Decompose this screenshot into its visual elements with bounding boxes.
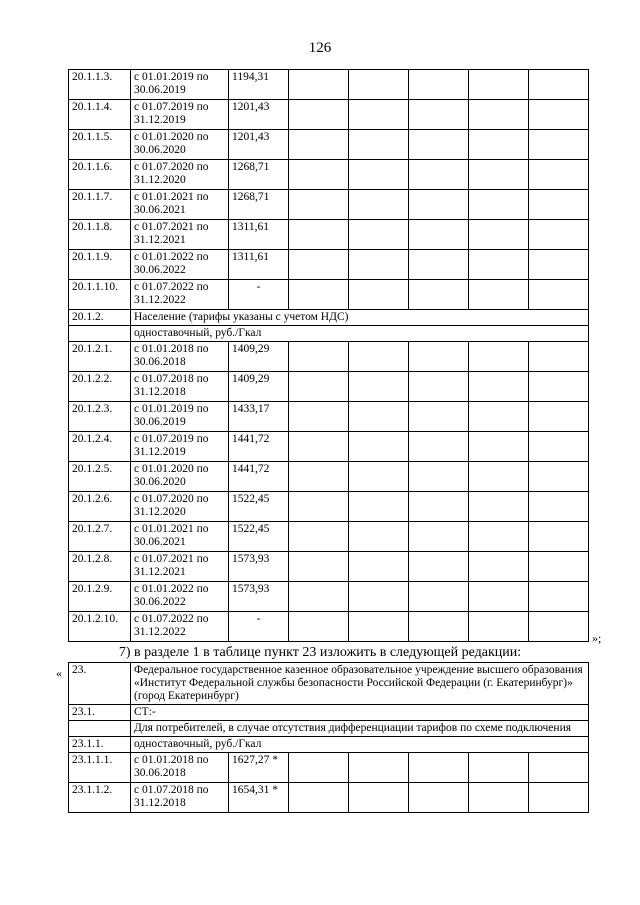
period-start: с 01.07.2019 по xyxy=(134,433,209,445)
page-number: 126 xyxy=(308,40,332,56)
tariff-value: 1441,72 xyxy=(229,432,289,462)
tariff-table-20-body xyxy=(69,70,589,642)
empty-cell xyxy=(529,552,589,582)
subsection-title: Для потребителей, в случае отсутствия дифференциации тарифов по схеме подключения xyxy=(131,721,589,737)
row-number: 20.1.1.10. xyxy=(69,280,131,310)
row-number: 20.1.1.4. xyxy=(69,100,131,130)
empty-cell xyxy=(469,280,529,310)
period-cell xyxy=(131,783,229,813)
table-row xyxy=(69,753,589,783)
tariff-value: 1409,29 xyxy=(229,372,289,402)
empty-cell xyxy=(289,462,349,492)
empty-cell xyxy=(469,250,529,280)
empty-cell xyxy=(529,130,589,160)
period-end: 30.06.2020 xyxy=(134,476,186,488)
section-row xyxy=(69,310,589,326)
table-row xyxy=(69,783,589,813)
table-row xyxy=(69,100,589,130)
period-end: 31.12.2020 xyxy=(134,506,186,518)
empty-cell xyxy=(69,721,131,737)
tariff-value: 1268,71 xyxy=(229,190,289,220)
period-cell xyxy=(131,342,229,372)
tariff-value: 1522,45 xyxy=(229,522,289,552)
empty-cell xyxy=(529,492,589,522)
table-row xyxy=(69,70,589,100)
period-start: с 01.01.2019 по xyxy=(134,71,209,83)
empty-cell xyxy=(289,492,349,522)
period-end: 30.06.2018 xyxy=(134,767,186,779)
empty-cell xyxy=(409,402,469,432)
empty-cell xyxy=(409,342,469,372)
empty-cell xyxy=(349,190,409,220)
empty-cell xyxy=(349,582,409,612)
period-start: с 01.01.2019 по xyxy=(134,403,209,415)
empty-cell xyxy=(409,783,469,813)
empty-cell xyxy=(469,220,529,250)
empty-cell xyxy=(349,372,409,402)
period-end: 30.06.2022 xyxy=(134,264,186,276)
empty-cell xyxy=(349,130,409,160)
empty-cell xyxy=(349,612,409,642)
period-end: 31.12.2019 xyxy=(134,114,186,126)
empty-cell xyxy=(529,100,589,130)
period-cell xyxy=(131,280,229,310)
tariff-value: 1409,29 xyxy=(229,342,289,372)
amendment-paragraph: 7) в разделе 1 в таблице пункт 23 изложить в следующей редакции: xyxy=(118,645,522,660)
tariff-value: - xyxy=(229,280,289,310)
table-row xyxy=(69,612,589,642)
row-number: 20.1.1.6. xyxy=(69,160,131,190)
row-number: 20.1.1.5. xyxy=(69,130,131,160)
period-end: 31.12.2022 xyxy=(134,626,186,638)
empty-cell xyxy=(349,220,409,250)
empty-cell xyxy=(409,582,469,612)
empty-cell xyxy=(349,552,409,582)
empty-cell xyxy=(409,100,469,130)
period-start: с 01.07.2018 по xyxy=(134,373,209,385)
table-row xyxy=(69,492,589,522)
empty-cell xyxy=(289,522,349,552)
tariff-value: 1573,93 xyxy=(229,552,289,582)
period-start: с 01.07.2022 по xyxy=(134,613,209,625)
tariff-value: 1311,61 xyxy=(229,250,289,280)
empty-cell xyxy=(409,220,469,250)
period-cell xyxy=(131,70,229,100)
empty-cell xyxy=(349,250,409,280)
empty-cell xyxy=(349,280,409,310)
row-number: 20.1.2.9. xyxy=(69,582,131,612)
period-end: 31.12.2020 xyxy=(134,174,186,186)
empty-cell xyxy=(409,70,469,100)
table-row xyxy=(69,342,589,372)
period-cell xyxy=(131,753,229,783)
empty-cell xyxy=(529,522,589,552)
empty-cell xyxy=(409,280,469,310)
empty-cell xyxy=(409,552,469,582)
empty-cell xyxy=(349,522,409,552)
period-cell xyxy=(131,462,229,492)
period-cell xyxy=(131,160,229,190)
period-cell xyxy=(131,492,229,522)
empty-cell xyxy=(289,612,349,642)
section-title: СТ:- xyxy=(131,705,589,721)
empty-cell xyxy=(409,130,469,160)
empty-cell xyxy=(409,160,469,190)
table-row xyxy=(69,160,589,190)
row-number: 20.1.2.1. xyxy=(69,342,131,372)
empty-cell xyxy=(349,492,409,522)
period-start: с 01.01.2021 по xyxy=(134,523,209,535)
period-cell xyxy=(131,100,229,130)
empty-cell xyxy=(289,130,349,160)
empty-cell xyxy=(469,402,529,432)
period-end: 31.12.2022 xyxy=(134,294,186,306)
empty-cell xyxy=(289,280,349,310)
period-cell xyxy=(131,250,229,280)
empty-cell xyxy=(469,432,529,462)
period-end: 30.06.2021 xyxy=(134,204,186,216)
period-end: 31.12.2018 xyxy=(134,386,186,398)
section-title: одноставочный, руб./Гкал xyxy=(131,737,589,753)
tariff-value: 1522,45 xyxy=(229,492,289,522)
period-start: с 01.07.2022 по xyxy=(134,281,209,293)
empty-cell xyxy=(469,100,529,130)
row-number: 20.1.2.10. xyxy=(69,612,131,642)
empty-cell xyxy=(529,402,589,432)
empty-cell xyxy=(409,492,469,522)
row-number: 20.1.2.5. xyxy=(69,462,131,492)
period-cell xyxy=(131,220,229,250)
tariff-value: 1433,17 xyxy=(229,402,289,432)
empty-cell xyxy=(529,190,589,220)
empty-cell xyxy=(289,190,349,220)
tariff-value: 1201,43 xyxy=(229,100,289,130)
tariff-value: 1441,72 xyxy=(229,462,289,492)
tariff-table-23-body xyxy=(69,663,589,813)
period-end: 30.06.2019 xyxy=(134,84,186,96)
empty-cell xyxy=(469,783,529,813)
empty-cell xyxy=(529,462,589,492)
empty-cell xyxy=(469,522,529,552)
period-start: с 01.01.2022 по xyxy=(134,583,209,595)
empty-cell xyxy=(409,462,469,492)
period-end: 30.06.2018 xyxy=(134,356,186,368)
period-end: 30.06.2020 xyxy=(134,144,186,156)
period-start: с 01.01.2022 по xyxy=(134,251,209,263)
row-number: 20.1.1.7. xyxy=(69,190,131,220)
table-row xyxy=(69,432,589,462)
period-cell xyxy=(131,552,229,582)
period-start: с 01.01.2021 по xyxy=(134,191,209,203)
tariff-value: 1654,31 * xyxy=(229,783,289,813)
row-number: 23.1. xyxy=(69,705,131,721)
table-row xyxy=(69,402,589,432)
period-end: 31.12.2018 xyxy=(134,797,186,809)
table-row xyxy=(69,190,589,220)
empty-cell xyxy=(289,220,349,250)
empty-cell xyxy=(409,250,469,280)
empty-cell xyxy=(529,582,589,612)
section-row xyxy=(69,705,589,721)
period-start: с 01.07.2021 по xyxy=(134,553,209,565)
empty-cell xyxy=(469,130,529,160)
period-start: с 01.07.2019 по xyxy=(134,101,209,113)
period-end: 30.06.2019 xyxy=(134,416,186,428)
empty-cell xyxy=(529,70,589,100)
tariff-value: 1201,43 xyxy=(229,130,289,160)
empty-cell xyxy=(349,462,409,492)
empty-cell xyxy=(469,462,529,492)
empty-cell xyxy=(409,190,469,220)
empty-cell xyxy=(349,783,409,813)
row-number: 20.1.2.8. xyxy=(69,552,131,582)
empty-cell xyxy=(529,280,589,310)
row-number: 20.1.1.8. xyxy=(69,220,131,250)
period-end: 31.12.2021 xyxy=(134,566,186,578)
period-start: с 01.07.2018 по xyxy=(134,784,209,796)
tariff-value: 1573,93 xyxy=(229,582,289,612)
period-cell xyxy=(131,372,229,402)
empty-cell xyxy=(469,753,529,783)
table-row xyxy=(69,220,589,250)
empty-cell xyxy=(469,612,529,642)
period-cell xyxy=(131,522,229,552)
subsection-row xyxy=(69,721,589,737)
section-title: Федеральное государственное казенное образовательное учреждение высшего образования «Институт Федеральной службы безопасности Российской Федерации (г. Екатеринбург)» (город Екатеринбург) xyxy=(131,663,589,705)
empty-cell xyxy=(349,70,409,100)
empty-cell xyxy=(289,432,349,462)
section-row xyxy=(69,737,589,753)
empty-cell xyxy=(409,372,469,402)
empty-cell xyxy=(529,220,589,250)
empty-cell xyxy=(469,372,529,402)
empty-cell xyxy=(289,402,349,432)
empty-cell xyxy=(289,160,349,190)
tariff-value: 1194,31 xyxy=(229,70,289,100)
period-end: 30.06.2022 xyxy=(134,596,186,608)
empty-cell xyxy=(469,342,529,372)
row-number: 20.1.1.9. xyxy=(69,250,131,280)
empty-cell xyxy=(469,492,529,522)
row-number: 20.1.2.4. xyxy=(69,432,131,462)
empty-cell xyxy=(289,100,349,130)
period-start: с 01.07.2020 по xyxy=(134,493,209,505)
row-number: 20.1.2.7. xyxy=(69,522,131,552)
table-row xyxy=(69,280,589,310)
empty-cell xyxy=(289,753,349,783)
period-cell xyxy=(131,130,229,160)
opening-quote: « xyxy=(56,666,62,680)
empty-cell xyxy=(469,70,529,100)
empty-cell xyxy=(349,753,409,783)
empty-cell xyxy=(349,402,409,432)
period-start: с 01.01.2018 по xyxy=(134,754,209,766)
row-number: 23.1.1. xyxy=(69,737,131,753)
empty-cell xyxy=(469,552,529,582)
section-title: Население (тарифы указаны с учетом НДС) xyxy=(131,310,589,326)
empty-cell xyxy=(529,432,589,462)
subsection-row xyxy=(69,326,589,342)
empty-cell xyxy=(529,753,589,783)
empty-cell xyxy=(289,372,349,402)
period-end: 31.12.2019 xyxy=(134,446,186,458)
period-cell xyxy=(131,190,229,220)
row-number: 20.1.1.3. xyxy=(69,70,131,100)
empty-cell xyxy=(289,250,349,280)
period-cell xyxy=(131,612,229,642)
table-row xyxy=(69,462,589,492)
table-row xyxy=(69,130,589,160)
empty-cell xyxy=(529,342,589,372)
empty-cell xyxy=(349,160,409,190)
row-number: 23. xyxy=(69,663,131,705)
row-number: 23.1.1.1. xyxy=(69,753,131,783)
period-cell xyxy=(131,402,229,432)
period-start: с 01.01.2020 по xyxy=(134,463,209,475)
table-row xyxy=(69,552,589,582)
empty-cell xyxy=(409,432,469,462)
period-cell xyxy=(131,432,229,462)
row-number: 20.1.2.3. xyxy=(69,402,131,432)
empty-cell xyxy=(409,522,469,552)
tariff-table-23 xyxy=(68,662,589,813)
empty-cell xyxy=(289,342,349,372)
empty-cell xyxy=(469,582,529,612)
table-row xyxy=(69,250,589,280)
empty-cell xyxy=(289,552,349,582)
table-row xyxy=(69,372,589,402)
row-number: 20.1.2.2. xyxy=(69,372,131,402)
tariff-value: 1268,71 xyxy=(229,160,289,190)
empty-cell xyxy=(529,160,589,190)
row-number: 23.1.1.2. xyxy=(69,783,131,813)
row-number: 20.1.2.6. xyxy=(69,492,131,522)
period-start: с 01.01.2020 по xyxy=(134,131,209,143)
empty-cell xyxy=(409,612,469,642)
tariff-table-20 xyxy=(68,69,589,642)
table-row xyxy=(69,582,589,612)
empty-cell xyxy=(289,783,349,813)
empty-cell xyxy=(529,783,589,813)
closing-quote: »; xyxy=(592,631,602,645)
empty-cell xyxy=(349,432,409,462)
empty-cell xyxy=(469,190,529,220)
period-start: с 01.07.2021 по xyxy=(134,221,209,233)
empty-cell xyxy=(349,100,409,130)
empty-cell xyxy=(349,342,409,372)
tariff-value: - xyxy=(229,612,289,642)
period-end: 30.06.2021 xyxy=(134,536,186,548)
empty-cell xyxy=(289,582,349,612)
empty-cell xyxy=(69,326,131,342)
period-end: 31.12.2021 xyxy=(134,234,186,246)
period-cell xyxy=(131,582,229,612)
section-row xyxy=(69,663,589,705)
period-start: с 01.01.2018 по xyxy=(134,343,209,355)
tariff-value: 1627,27 * xyxy=(229,753,289,783)
table-row xyxy=(69,522,589,552)
empty-cell xyxy=(469,160,529,190)
subsection-title: одноставочный, руб./Гкал xyxy=(131,326,589,342)
period-start: с 01.07.2020 по xyxy=(134,161,209,173)
tariff-value: 1311,61 xyxy=(229,220,289,250)
empty-cell xyxy=(409,753,469,783)
row-number: 20.1.2. xyxy=(69,310,131,326)
empty-cell xyxy=(529,372,589,402)
empty-cell xyxy=(289,70,349,100)
empty-cell xyxy=(529,612,589,642)
empty-cell xyxy=(529,250,589,280)
